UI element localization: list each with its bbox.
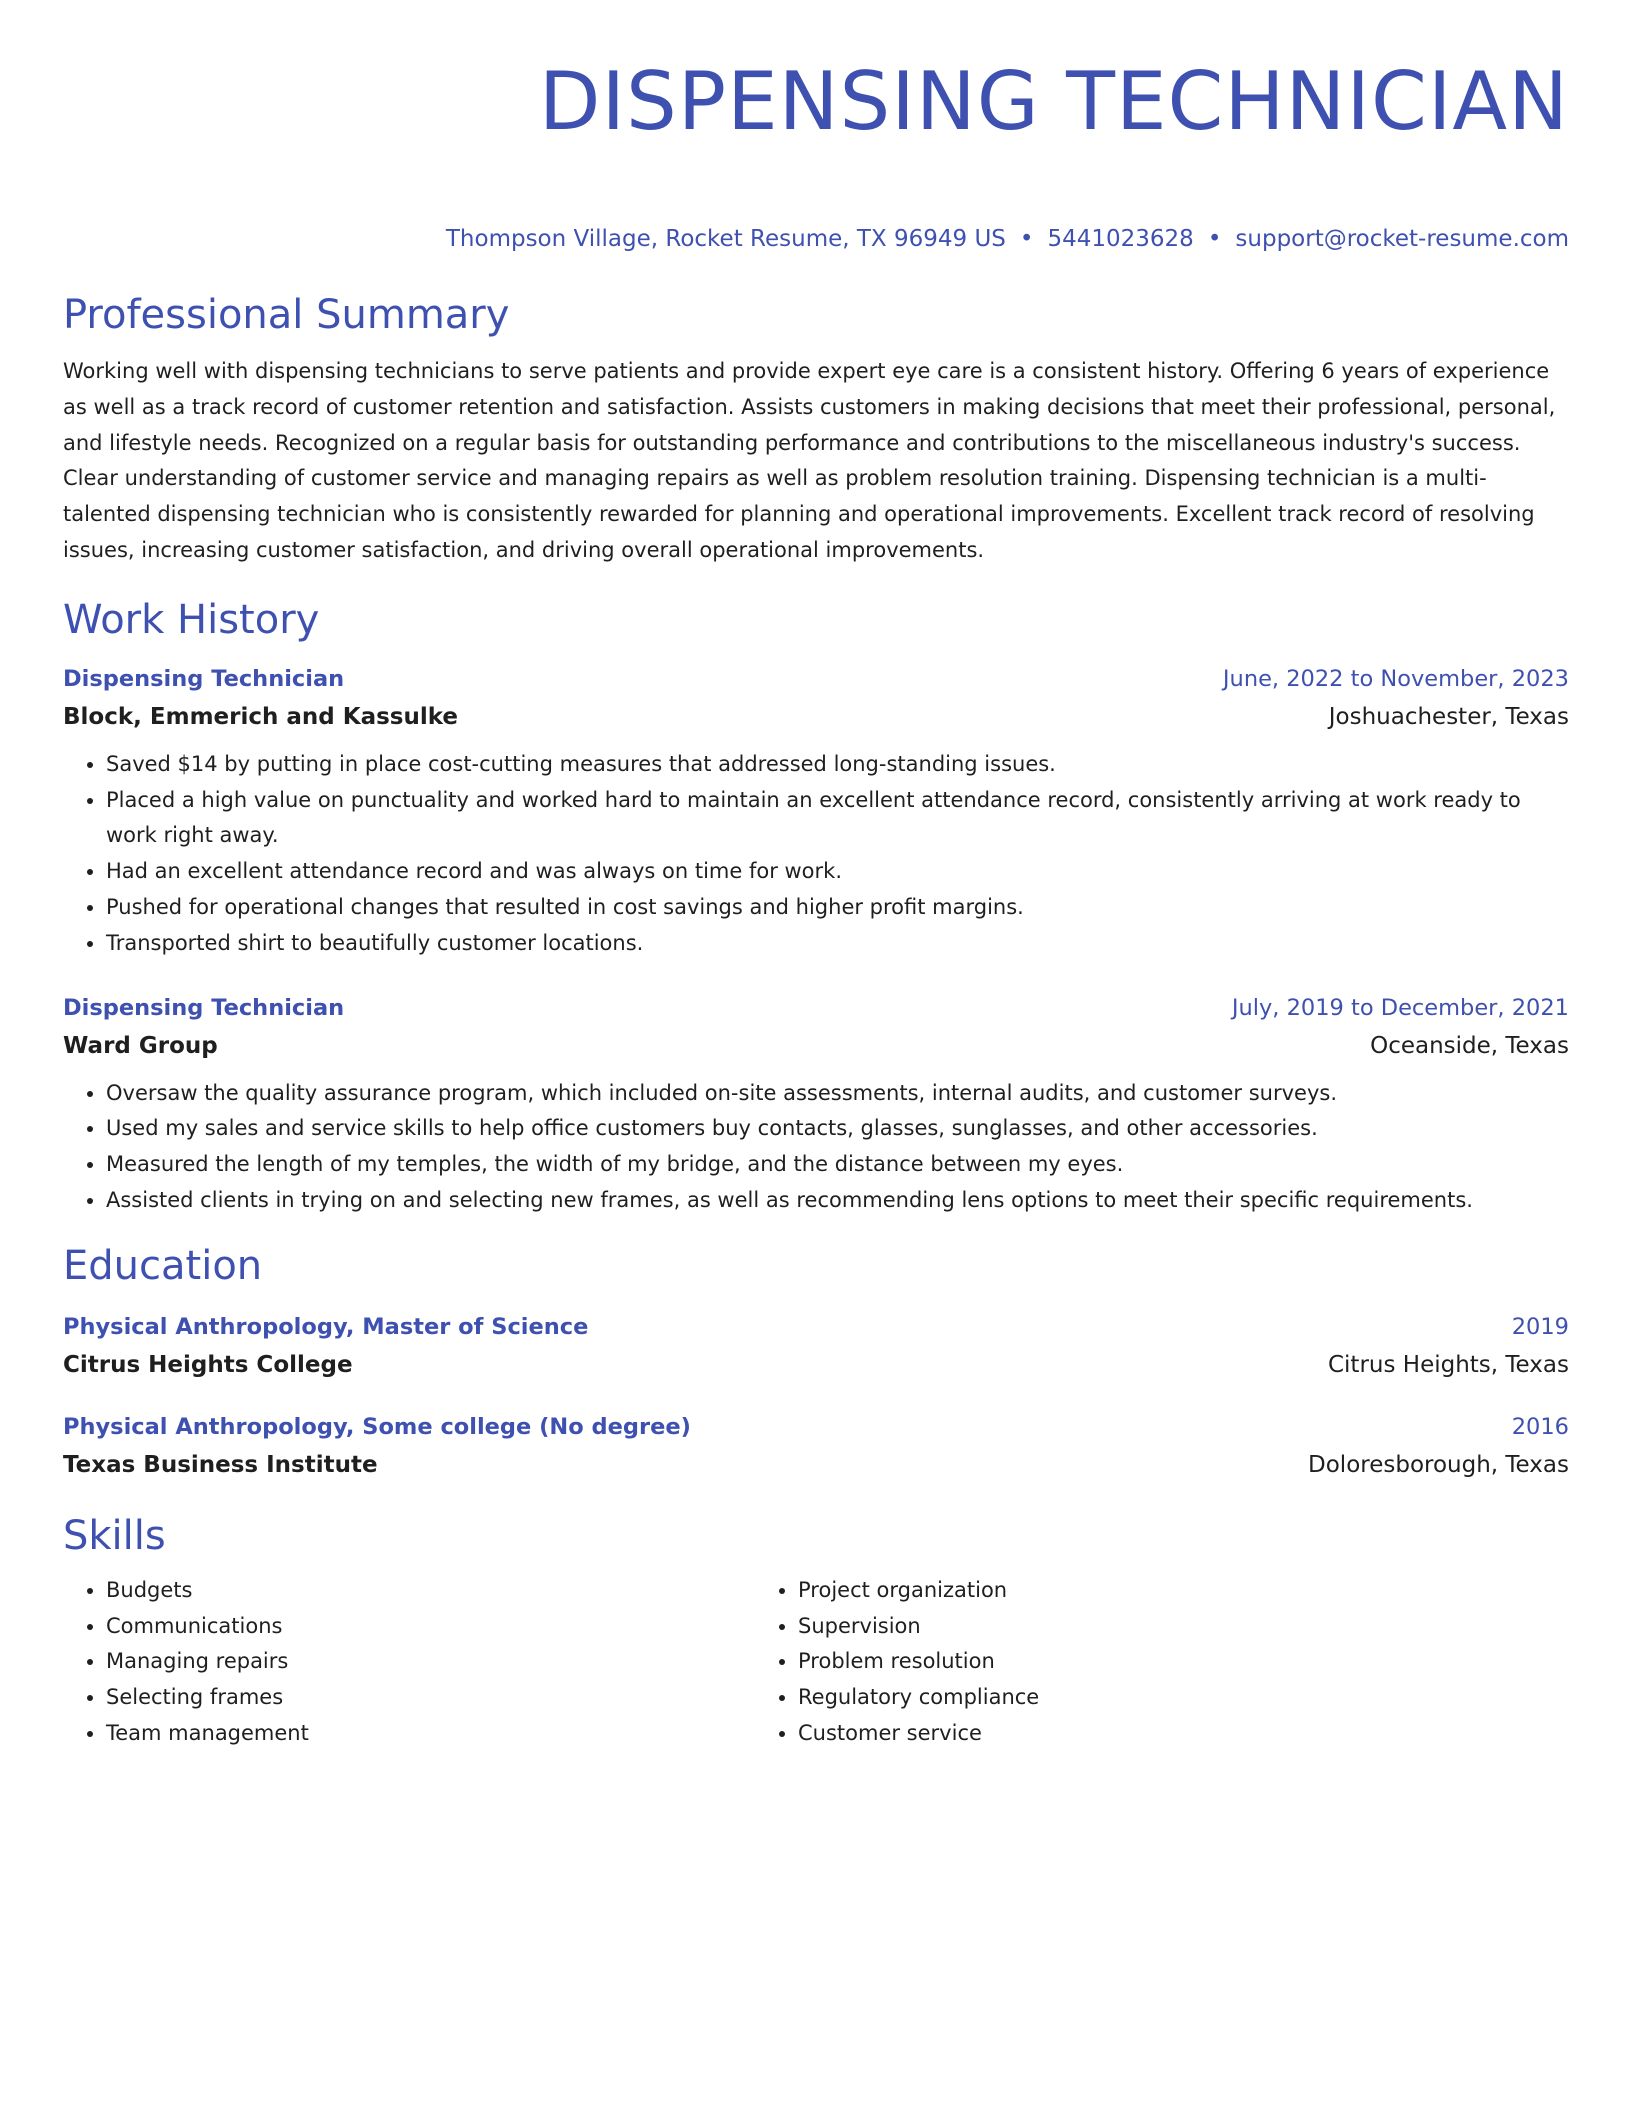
skill-item: • Selecting frames <box>106 1680 755 1716</box>
education-year: 2016 <box>1511 1413 1569 1440</box>
contact-separator: • <box>1207 226 1222 252</box>
skill-item: • Communications <box>106 1609 755 1645</box>
job-role: Dispensing Technician <box>63 994 345 1021</box>
education-degree: Physical Anthropology, Some college (No degree) <box>63 1413 691 1440</box>
job-bullet: • Used my sales and service skills to help office customers buy contacts, glasses, sunglasses, and other accessories. <box>106 1111 1569 1147</box>
work-history-section <box>63 595 1569 1219</box>
skills-section <box>63 1511 1569 1752</box>
job-company-row <box>63 1030 1569 1062</box>
skill-item: • Team management <box>106 1716 755 1752</box>
job-bullets <box>63 747 1569 962</box>
job-header-row <box>63 663 1569 695</box>
job-bullet: • Measured the length of my temples, the width of my bridge, and the distance between my eyes. <box>106 1147 1569 1183</box>
education-school: Citrus Heights College <box>63 1351 353 1378</box>
skill-item: • Budgets <box>106 1573 755 1609</box>
job-company: Block, Emmerich and Kassulke <box>63 703 458 730</box>
resume-header <box>63 52 1569 254</box>
contact-phone: 5441023628 <box>1047 226 1194 252</box>
education-location: Doloresborough, Texas <box>1308 1451 1569 1478</box>
skill-item: • Regulatory compliance <box>798 1680 1447 1716</box>
education-section <box>63 1241 1569 1481</box>
skill-item: • Managing repairs <box>106 1644 755 1680</box>
contact-email[interactable]: support@rocket-resume.com <box>1235 226 1569 252</box>
job-company-row <box>63 701 1569 733</box>
job-entry <box>63 663 1569 962</box>
job-entry <box>63 992 1569 1219</box>
candidate-title: DISPENSING TECHNICIAN <box>538 55 1569 148</box>
skill-item: • Project organization <box>798 1573 1447 1609</box>
job-location: Joshuachester, Texas <box>1328 703 1569 730</box>
education-header-row <box>63 1311 1569 1343</box>
job-bullet: • Saved $14 by putting in place cost-cutting measures that addressed long-standing issues. <box>106 747 1569 783</box>
skill-item: • Customer service <box>798 1716 1447 1752</box>
summary-text: Working well with dispensing technicians to serve patients and provide expert eye care is a consistent history. Offering 6 years of experience as well as a track record of customer retention and satisfaction. Assists customers in making decisions that meet their professional, personal, and lifestyle needs. Recognized on a regular basis for outstanding performance and contributions to the miscellaneous industry's success. Clear understanding of customer service and managing repairs as well as problem resolution training. Dispensing technician is a multi-talented dispensing technician who is consistently rewarded for planning and operational improvements. Excellent track record of resolving issues, increasing customer satisfaction, and driving overall operational improvements. <box>63 359 1556 562</box>
skills-list-right <box>755 1573 1447 1752</box>
skills-heading: Skills <box>63 1512 166 1559</box>
education-header-row <box>63 1411 1569 1443</box>
education-school-row <box>63 1349 1569 1381</box>
work-history-heading: Work History <box>63 596 320 643</box>
summary-section <box>63 290 1569 569</box>
summary-heading: Professional Summary <box>63 292 510 338</box>
job-header-row <box>63 992 1569 1024</box>
contact-address: Thompson Village, Rocket Resume, TX 96949 US <box>445 226 1006 252</box>
education-location: Citrus Heights, Texas <box>1327 1351 1569 1378</box>
job-bullets <box>63 1076 1569 1219</box>
job-bullet: • Placed a high value on punctuality and worked hard to maintain an excellent attendance record, consistently arriving at work ready to work right away. <box>106 783 1569 855</box>
job-bullet: • Assisted clients in trying on and selecting new frames, as well as recommending lens options to meet their specific requirements. <box>106 1183 1569 1219</box>
job-bullet: • Transported shirt to beautifully customer locations. <box>106 926 1569 962</box>
education-degree: Physical Anthropology, Master of Science <box>63 1313 589 1340</box>
job-company: Ward Group <box>63 1032 218 1059</box>
job-location: Oceanside, Texas <box>1370 1032 1569 1059</box>
education-year: 2019 <box>1511 1313 1569 1340</box>
contact-line <box>63 224 1569 254</box>
job-bullet: • Pushed for operational changes that resulted in cost savings and higher profit margins. <box>106 890 1569 926</box>
job-dates: June, 2022 to November, 2023 <box>1222 665 1569 692</box>
education-school: Texas Business Institute <box>63 1451 378 1478</box>
skill-item: • Problem resolution <box>798 1644 1447 1680</box>
job-bullet: • Oversaw the quality assurance program, which included on-site assessments, internal audits, and customer surveys. <box>106 1076 1569 1112</box>
job-dates: July, 2019 to December, 2021 <box>1231 994 1569 1021</box>
contact-separator: • <box>1019 226 1034 252</box>
job-role: Dispensing Technician <box>63 665 345 692</box>
education-school-row <box>63 1449 1569 1481</box>
education-entry <box>63 1311 1569 1381</box>
skills-columns <box>63 1573 1569 1752</box>
skills-list-left <box>63 1573 755 1752</box>
education-heading: Education <box>63 1242 263 1289</box>
skill-item: • Supervision <box>798 1609 1447 1645</box>
job-bullet: • Had an excellent attendance record and was always on time for work. <box>106 854 1569 890</box>
education-entry <box>63 1411 1569 1481</box>
